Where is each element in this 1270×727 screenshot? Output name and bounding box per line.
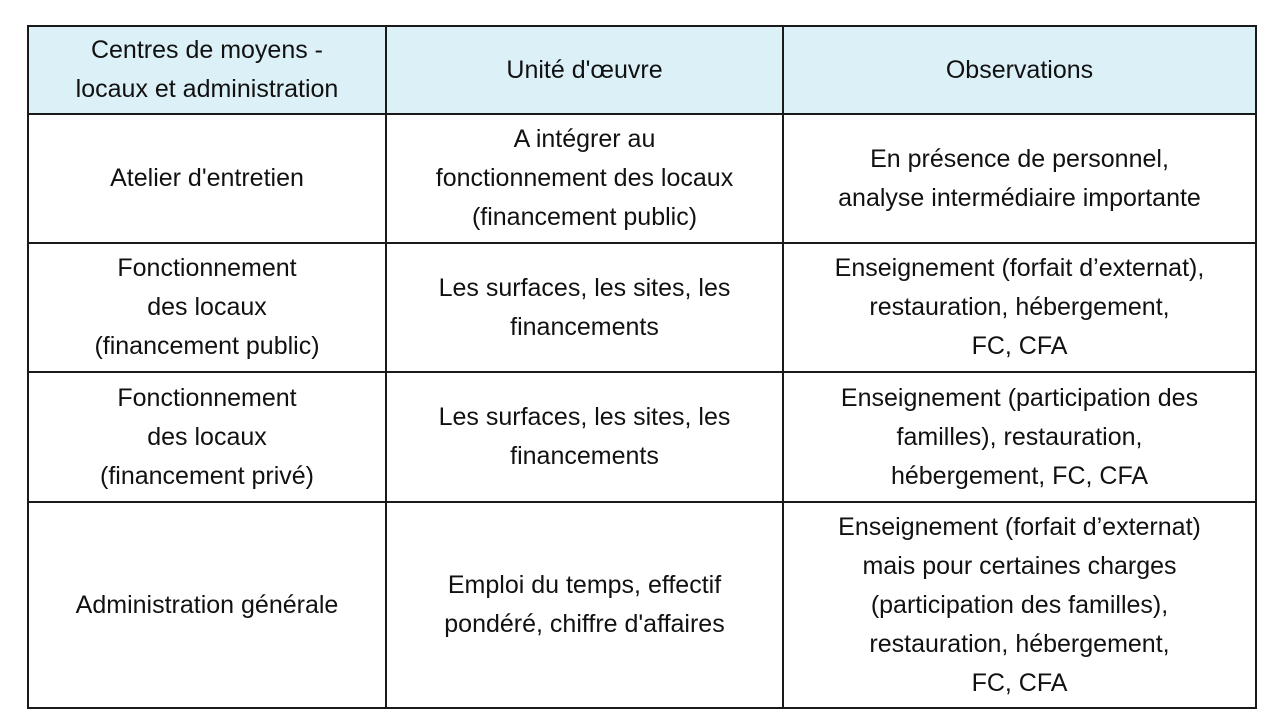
table-row bbox=[28, 372, 1256, 502]
table-row bbox=[28, 502, 1256, 708]
cell-unite: Les surfaces, les sites, les financements bbox=[386, 243, 783, 372]
cell-centre: Atelier d'entretien bbox=[28, 114, 386, 243]
header-cell-centres: Centres de moyens - locaux et administration bbox=[28, 26, 386, 114]
table-row bbox=[28, 114, 1256, 243]
cell-observations: Enseignement (participation des familles), restauration, hébergement, FC, CFA bbox=[783, 372, 1256, 502]
cell-centre: Fonctionnement des locaux (financement privé) bbox=[28, 372, 386, 502]
cell-centre: Fonctionnement des locaux (financement public) bbox=[28, 243, 386, 372]
cell-observations: Enseignement (forfait d’externat) mais pour certaines charges (participation des familles), restauration, hébergement, FC, CFA bbox=[783, 502, 1256, 708]
cell-observations: En présence de personnel, analyse intermédiaire importante bbox=[783, 114, 1256, 243]
cell-unite: Emploi du temps, effectif pondéré, chiffre d'affaires bbox=[386, 502, 783, 708]
cost-centers-table bbox=[27, 25, 1257, 709]
cell-observations: Enseignement (forfait d’externat), restauration, hébergement, FC, CFA bbox=[783, 243, 1256, 372]
header-cell-observations: Observations bbox=[783, 26, 1256, 114]
cell-centre: Administration générale bbox=[28, 502, 386, 708]
cell-unite: Les surfaces, les sites, les financements bbox=[386, 372, 783, 502]
table-row bbox=[28, 243, 1256, 372]
header-row bbox=[28, 26, 1256, 114]
header-cell-unite: Unité d'œuvre bbox=[386, 26, 783, 114]
cell-unite: A intégrer au fonctionnement des locaux (financement public) bbox=[386, 114, 783, 243]
